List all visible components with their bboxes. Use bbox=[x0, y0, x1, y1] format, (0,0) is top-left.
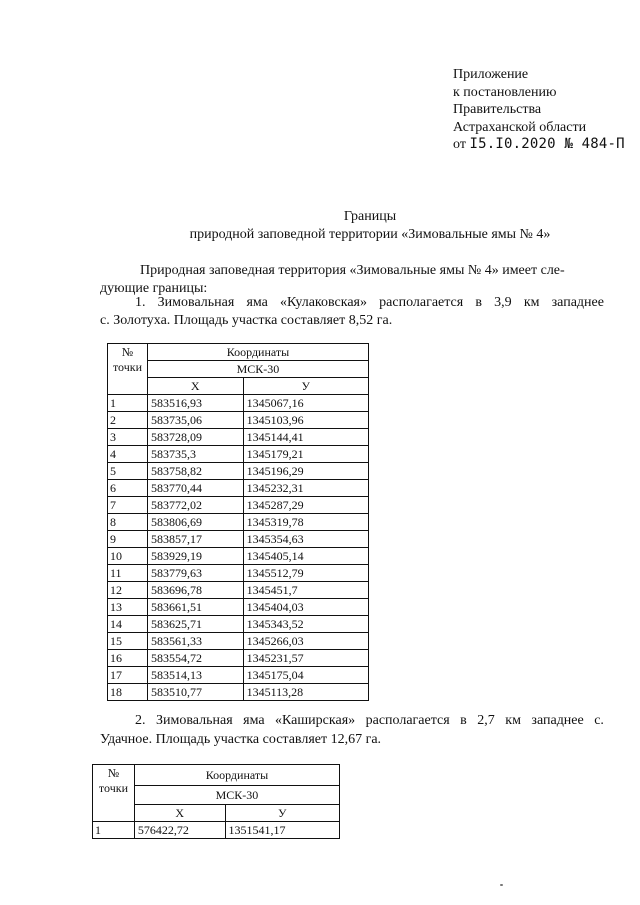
x-coordinate-cell: 583779,63 bbox=[147, 565, 243, 582]
table-row bbox=[108, 395, 369, 412]
appendix-date-prefix: от bbox=[453, 137, 466, 152]
section2-line-1 bbox=[135, 712, 604, 730]
y-coordinate-cell: 1345354,63 bbox=[243, 531, 368, 548]
table-1-body bbox=[108, 395, 369, 701]
appendix-line-1: Приложение bbox=[453, 67, 529, 82]
section1-word: 1. bbox=[135, 295, 146, 310]
y-header: У bbox=[243, 378, 368, 395]
point-number-cell: 5 bbox=[108, 463, 148, 480]
table-row bbox=[108, 514, 369, 531]
appendix-date-stamp: I5.I0.2020 № 484-П bbox=[469, 136, 625, 152]
document-title bbox=[150, 208, 590, 244]
y-coordinate-cell: 1351541,17 bbox=[225, 822, 339, 839]
x-coordinate-cell: 583561,33 bbox=[147, 633, 243, 650]
point-number-header bbox=[93, 765, 135, 822]
point-number-cell: 8 bbox=[108, 514, 148, 531]
table-row bbox=[108, 599, 369, 616]
table-row bbox=[108, 412, 369, 429]
point-number-cell: 17 bbox=[108, 667, 148, 684]
y-coordinate-cell: 1345343,52 bbox=[243, 616, 368, 633]
y-coordinate-cell: 1345404,03 bbox=[243, 599, 368, 616]
coordinates-header: Координаты bbox=[134, 765, 339, 786]
intro-line-1: Природная заповедная территория «Зимовальные ямы № 4» имеет сле- bbox=[140, 263, 565, 278]
x-coordinate-cell: 583661,51 bbox=[147, 599, 243, 616]
y-coordinate-cell: 1345196,29 bbox=[243, 463, 368, 480]
x-coordinate-cell: 583728,09 bbox=[147, 429, 243, 446]
point-number-cell: 1 bbox=[93, 822, 135, 839]
x-coordinate-cell: 583510,77 bbox=[147, 684, 243, 701]
x-coordinate-cell: 583554,72 bbox=[147, 650, 243, 667]
table-header-row bbox=[108, 378, 369, 395]
section2-word: 2. bbox=[135, 713, 146, 728]
table-row bbox=[108, 463, 369, 480]
point-number-cell: 9 bbox=[108, 531, 148, 548]
x-coordinate-cell: 583514,13 bbox=[147, 667, 243, 684]
x-coordinate-cell: 583625,71 bbox=[147, 616, 243, 633]
section2-word: км bbox=[505, 713, 521, 728]
section1-word: км bbox=[523, 295, 540, 310]
x-coordinate-cell: 583857,17 bbox=[147, 531, 243, 548]
section1-word: в bbox=[475, 295, 482, 310]
appendix-line-3: Правительства bbox=[453, 102, 542, 117]
section2-word: 2,7 bbox=[477, 713, 495, 728]
point-number-symbol: № bbox=[121, 345, 134, 359]
appendix-line-2: к постановлению bbox=[453, 84, 557, 100]
table-row bbox=[108, 565, 369, 582]
table-row bbox=[108, 582, 369, 599]
point-number-cell: 7 bbox=[108, 497, 148, 514]
point-number-word: точки bbox=[98, 781, 128, 795]
y-header: У bbox=[225, 805, 339, 822]
point-number-cell: 13 bbox=[108, 599, 148, 616]
table-row bbox=[108, 684, 369, 701]
table-row bbox=[108, 650, 369, 667]
section1-word: «Кулаковская» bbox=[280, 295, 367, 310]
coordinates-table-2 bbox=[92, 764, 340, 839]
table-row bbox=[108, 497, 369, 514]
y-coordinate-cell: 1345319,78 bbox=[243, 514, 368, 531]
table-row bbox=[108, 548, 369, 565]
appendix-block bbox=[453, 66, 625, 154]
section2-word: с. bbox=[594, 713, 604, 728]
table-row bbox=[108, 616, 369, 633]
section1-line-1 bbox=[135, 294, 604, 312]
section2-line-2: Удачное. Площадь участка составляет 12,67 га. bbox=[100, 732, 382, 747]
point-number-symbol: № bbox=[107, 766, 120, 780]
y-coordinate-cell: 1345266,03 bbox=[243, 633, 368, 650]
section2-word: в bbox=[460, 713, 467, 728]
point-number-header bbox=[108, 344, 148, 395]
point-number-word: точки bbox=[112, 360, 142, 374]
coordinates-header: Координаты bbox=[147, 344, 368, 361]
y-coordinate-cell: 1345512,79 bbox=[243, 565, 368, 582]
scan-speck bbox=[500, 884, 503, 886]
section1-line-2: с. Золотуха. Площадь участка составляет 8,52 га. bbox=[100, 313, 393, 328]
section1-word: располагается bbox=[379, 295, 464, 310]
y-coordinate-cell: 1345231,57 bbox=[243, 650, 368, 667]
table-row bbox=[93, 822, 340, 839]
x-coordinate-cell: 583929,19 bbox=[147, 548, 243, 565]
intro-line-2: дующие границы: bbox=[100, 281, 208, 296]
coordinates-table-1 bbox=[107, 343, 369, 701]
x-coordinate-cell: 583806,69 bbox=[147, 514, 243, 531]
table-row bbox=[108, 446, 369, 463]
point-number-cell: 11 bbox=[108, 565, 148, 582]
point-number-cell: 3 bbox=[108, 429, 148, 446]
table-2-body bbox=[93, 822, 340, 839]
point-number-cell: 18 bbox=[108, 684, 148, 701]
appendix-line-4: Астраханской области bbox=[453, 119, 587, 135]
point-number-cell: 10 bbox=[108, 548, 148, 565]
point-number-cell: 16 bbox=[108, 650, 148, 667]
title-line-2: природной заповедной территории «Зимовальные ямы № 4» bbox=[189, 227, 551, 242]
y-coordinate-cell: 1345287,29 bbox=[243, 497, 368, 514]
point-number-cell: 1 bbox=[108, 395, 148, 412]
y-coordinate-cell: 1345144,41 bbox=[243, 429, 368, 446]
table-header-row bbox=[108, 361, 369, 378]
point-number-cell: 15 bbox=[108, 633, 148, 650]
section2-word: располагается bbox=[365, 713, 450, 728]
point-number-cell: 12 bbox=[108, 582, 148, 599]
x-header: Х bbox=[147, 378, 243, 395]
y-coordinate-cell: 1345405,14 bbox=[243, 548, 368, 565]
coordinate-system-header: МСК-30 bbox=[147, 361, 368, 378]
section1-word: яма bbox=[246, 295, 268, 310]
section1-word: 3,9 bbox=[494, 295, 512, 310]
y-coordinate-cell: 1345067,16 bbox=[243, 395, 368, 412]
section2-word: западнее bbox=[531, 713, 584, 728]
section2-word: «Каширская» bbox=[275, 713, 356, 728]
title-line-1: Границы bbox=[343, 209, 397, 224]
x-coordinate-cell: 583735,06 bbox=[147, 412, 243, 429]
x-coordinate-cell: 583696,78 bbox=[147, 582, 243, 599]
x-coordinate-cell: 583772,02 bbox=[147, 497, 243, 514]
table-row bbox=[108, 480, 369, 497]
x-coordinate-cell: 583758,82 bbox=[147, 463, 243, 480]
y-coordinate-cell: 1345451,7 bbox=[243, 582, 368, 599]
x-header: Х bbox=[134, 805, 225, 822]
point-number-cell: 4 bbox=[108, 446, 148, 463]
x-coordinate-cell: 583770,44 bbox=[147, 480, 243, 497]
x-coordinate-cell: 583516,93 bbox=[147, 395, 243, 412]
y-coordinate-cell: 1345175,04 bbox=[243, 667, 368, 684]
x-coordinate-cell: 576422,72 bbox=[134, 822, 225, 839]
y-coordinate-cell: 1345103,96 bbox=[243, 412, 368, 429]
table-header-row bbox=[108, 344, 369, 361]
section1-word: Зимовальная bbox=[157, 295, 235, 310]
table-header-row bbox=[93, 765, 340, 786]
section2-word: яма bbox=[243, 713, 265, 728]
appendix-date-line bbox=[453, 136, 625, 154]
table-row bbox=[108, 633, 369, 650]
y-coordinate-cell: 1345113,28 bbox=[243, 684, 368, 701]
point-number-cell: 14 bbox=[108, 616, 148, 633]
coordinate-system-header: МСК-30 bbox=[134, 786, 339, 805]
y-coordinate-cell: 1345232,31 bbox=[243, 480, 368, 497]
point-number-cell: 6 bbox=[108, 480, 148, 497]
section1-word: западнее bbox=[551, 295, 604, 310]
table-row bbox=[108, 667, 369, 684]
section2-word: Зимовальная bbox=[155, 713, 233, 728]
y-coordinate-cell: 1345179,21 bbox=[243, 446, 368, 463]
point-number-cell: 2 bbox=[108, 412, 148, 429]
x-coordinate-cell: 583735,3 bbox=[147, 446, 243, 463]
table-row bbox=[108, 531, 369, 548]
table-row bbox=[108, 429, 369, 446]
